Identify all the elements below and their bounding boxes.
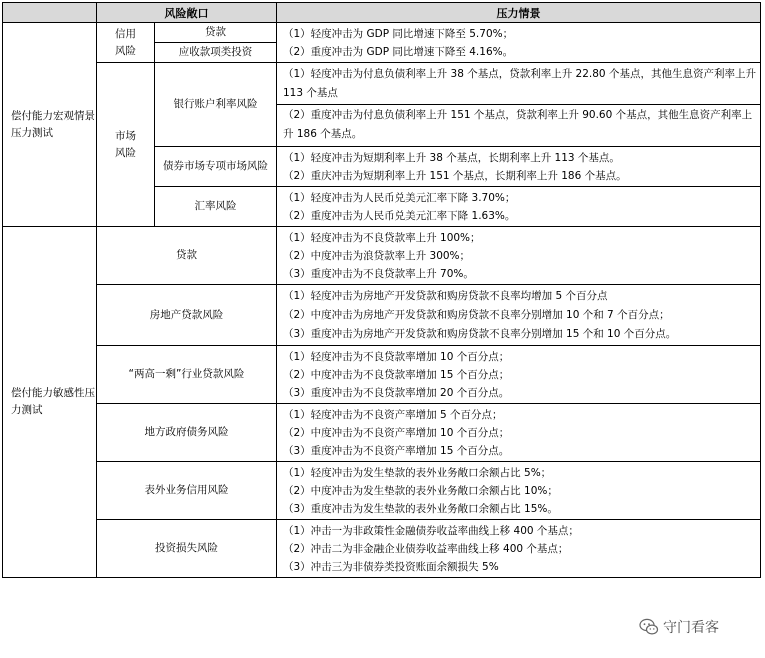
scenario-cell: [277, 285, 761, 346]
banking-rate-risk-label: 银行账户利率风险: [155, 63, 277, 147]
header-scenario: 压力情景: [277, 3, 761, 23]
scenario-line: （1）轻度冲击为不良资产率增加 5 个百分点；: [283, 409, 503, 421]
scenario-line: （2）中度冲击为房地产开发贷款和购房贷款不良率分别增加 10 个和 7 个百分点；: [283, 309, 670, 321]
table-row: [3, 227, 761, 285]
scenario-line: （3）重度冲击为不良贷款率上升 70%。: [283, 268, 474, 280]
scenario-line: （2）重庆冲击为短期利率上升 151 个基点，长期利率上升 186 个基点。: [283, 170, 627, 182]
table-row: [3, 63, 761, 105]
scenario-cell: [277, 187, 761, 227]
scenario-line: （3）冲击三为非债券类投资账面余额损失 5%: [283, 561, 499, 573]
table-row: [3, 285, 761, 346]
scenario-line: （3）重度冲击为不良资产率增加 15 个百分点。: [283, 445, 510, 457]
scenario-line: （1）轻度冲击为房地产开发贷款和购房贷款不良率均增加 5 个百分点: [283, 290, 608, 302]
scenario-line: （1）轻度冲击为人民币兑美元汇率下降 3.70%；: [283, 192, 516, 204]
scenario-cell: [277, 462, 761, 520]
scenario-cell: [277, 346, 761, 404]
scenario-line: （2）重度冲击为付息负债利率上升 151 个基点，贷款利率上升 90.60 个基点，其他生息资产利率上升 186 个基点。: [283, 109, 753, 140]
scenario-cell: [277, 147, 761, 187]
sens-label-loans: 贷款: [97, 227, 277, 285]
market-risk-label: 市场风险: [97, 63, 155, 227]
scenario-line: （1）轻度冲击为 GDP 同比增速下降至 5.70%；: [283, 28, 514, 40]
sens-label-real-estate: 房地产贷款风险: [97, 285, 277, 346]
scenario-line: （1）轻度冲击为付息负债利率上升 38 个基点，贷款利率上升 22.80 个基点，其他生息资产利率上升 113 个基点: [283, 68, 756, 99]
scenario-line: （2）重度冲击为 GDP 同比增速下降至 4.16%。: [283, 46, 514, 58]
scenario-line: （1）轻度冲击为发生垫款的表外业务敞口余额占比 5%；: [283, 467, 552, 479]
category-sensitivity: 偿付能力敏感性压力测试: [3, 227, 97, 578]
header-exposure: 风险敞口: [97, 3, 277, 23]
credit-risk-scenarios: [277, 23, 761, 63]
scenario-line: （1）冲击一为非政策性金融债券收益率曲线上移 400 个基点；: [283, 525, 579, 537]
scenario-line: （2）中度冲击为发生垫款的表外业务敞口余额占比 10%；: [283, 485, 558, 497]
scenario-line: （2）中度冲击为不良资产率增加 10 个百分点；: [283, 427, 510, 439]
scenario-line: （2）中度冲击为不良贷款率增加 15 个百分点；: [283, 369, 510, 381]
table-row: [3, 23, 761, 43]
scenario-cell: [277, 520, 761, 578]
scenario-cell: [277, 105, 761, 147]
scenario-line: （3）重度冲击为发生垫款的表外业务敞口余额占比 15%。: [283, 503, 558, 515]
scenario-cell: [277, 404, 761, 462]
sens-label-off-balance: 表外业务信用风险: [97, 462, 277, 520]
scenario-line: （2）中度冲击为浪贷款率上升 300%；: [283, 250, 471, 262]
scenario-line: （1）轻度冲击为不良贷款率上升 100%；: [283, 232, 481, 244]
watermark-text: 守门看客: [663, 620, 719, 636]
table-row: [3, 404, 761, 462]
header-row: [3, 3, 761, 23]
bond-market-risk-label: 债券市场专项市场风险: [155, 147, 277, 187]
scenario-line: （2）重度冲击为人民币兑美元汇率下降 1.63%。: [283, 210, 516, 222]
scenario-line: （1）轻度冲击为不良贷款率增加 10 个百分点；: [283, 351, 510, 363]
watermark: [639, 615, 759, 639]
table-row: [3, 462, 761, 520]
scenario-line: （3）重度冲击为不良贷款率增加 20 个百分点。: [283, 387, 510, 399]
sens-label-local-gov: 地方政府债务风险: [97, 404, 277, 462]
table-row: [3, 346, 761, 404]
fx-risk-label: 汇率风险: [155, 187, 277, 227]
header-blank: [3, 3, 97, 23]
scenario-line: （1）轻度冲击为短期利率上升 38 个基点，长期利率上升 113 个基点。: [283, 152, 620, 164]
stress-test-table: [2, 2, 761, 578]
category-macro: 偿付能力宏观情景压力测试: [3, 23, 97, 227]
wechat-icon: [639, 617, 659, 637]
sens-label-two-high: “两高一剩”行业贷款风险: [97, 346, 277, 404]
sens-label-investment-loss: 投资损失风险: [97, 520, 277, 578]
loans-label: 贷款: [155, 23, 277, 43]
table-row: [3, 520, 761, 578]
receivables-label: 应收款项类投资: [155, 43, 277, 63]
scenario-line: （2）冲击二为非金融企业债券收益率曲线上移 400 个基点；: [283, 543, 569, 555]
scenario-cell: [277, 63, 761, 105]
scenario-line: （3）重度冲击为房地产开发贷款和购房贷款不良率分别增加 15 个和 10 个百分点。: [283, 328, 677, 340]
credit-risk-label: 信用风险: [97, 23, 155, 63]
scenario-cell: [277, 227, 761, 285]
